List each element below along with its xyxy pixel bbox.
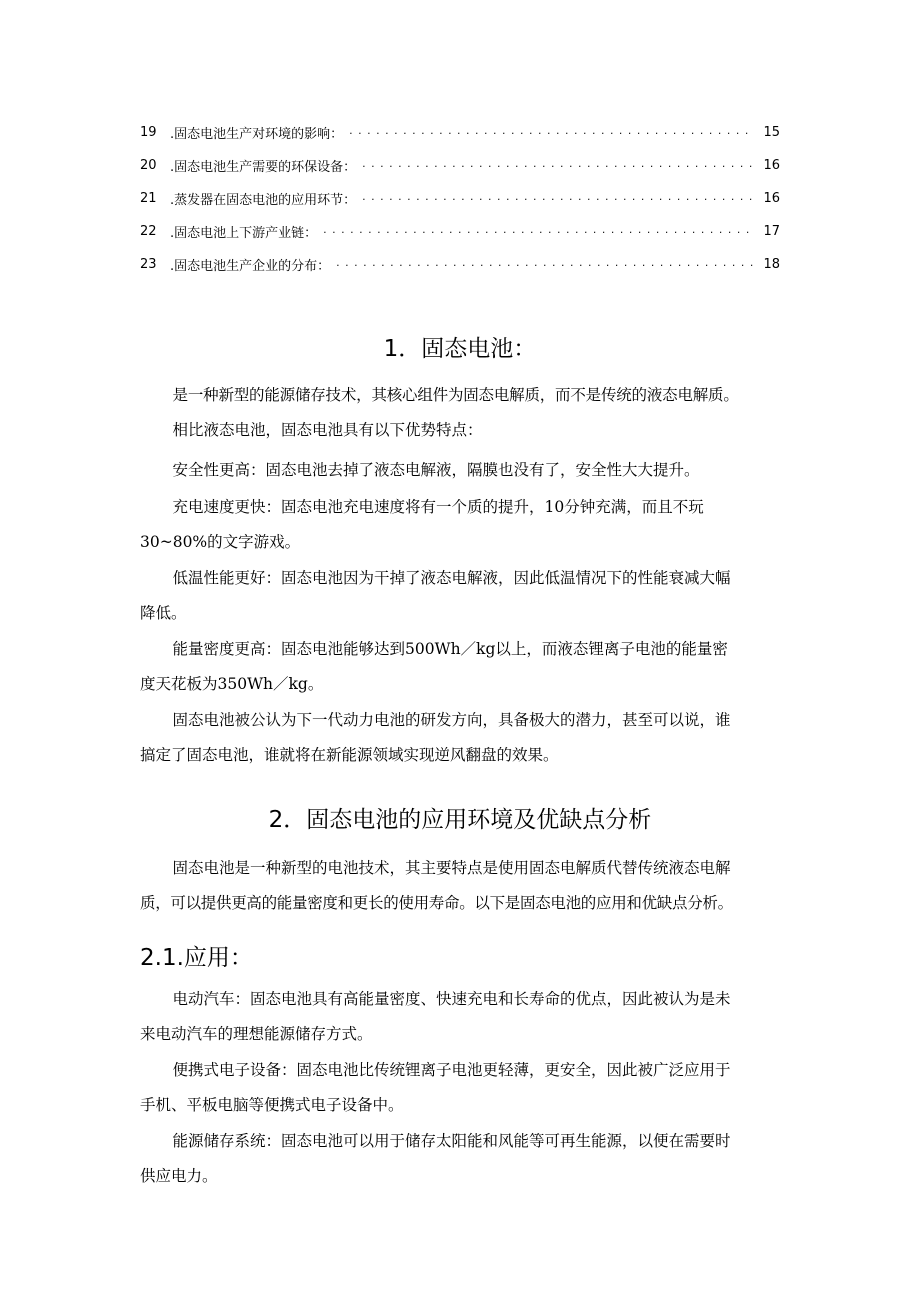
toc-entry-number: 23 [140,257,157,272]
toc-dot-leader [336,256,754,269]
paragraph-line: 固态电池是一种新型的电池技术，其主要特点是使用固态电解质代替传统液态电解 [172,859,731,877]
toc-entry-23[interactable] [140,248,780,281]
toc-dot-leader [362,190,754,203]
portable-electronics-paragraph [140,1053,780,1123]
toc-entry-title: .固态电池生产对环境的影响： [170,127,344,142]
toc-dot-leader [323,223,754,236]
toc-dot-leader [349,124,754,137]
paragraph-line: 度天花板为350Wh／kg。 [140,675,324,693]
outlook-paragraph [140,703,780,773]
paragraph-line: 相比液态电池，固态电池具有以下优势特点： [172,421,483,439]
paragraph-line: 能量密度更高：固态电池能够达到500Wh／kg以上，而液态锂离子电池的能量密 [172,640,728,658]
paragraph-line: 低温性能更好：固态电池因为干掉了液态电解液，因此低温情况下的性能衰减大幅 [172,569,731,587]
energy-density-paragraph [140,632,780,702]
energy-storage-paragraph [140,1124,780,1194]
safety-paragraph [140,453,780,488]
section-1-heading: 1．固态电池： [383,336,537,362]
paragraph-line: 便携式电子设备：固态电池比传统锂离子电池更轻薄，更安全，因此被广泛应用于 [172,1061,731,1079]
toc-entry-number: 22 [140,224,157,239]
toc-entry-page: 16 [763,191,780,206]
toc-entry-title: .蒸发器在固态电池的应用环节： [170,193,357,208]
toc-entry-number: 19 [140,125,157,140]
toc-entry-21[interactable] [140,182,780,215]
toc-entry-number: 21 [140,191,157,206]
paragraph-line: 充电速度更快：固态电池充电速度将有一个质的提升，10分钟充满，而且不玩 [172,498,704,516]
paragraph-line: 降低。 [140,604,187,622]
paragraph-line: 电动汽车：固态电池具有高能量密度、快速充电和长寿命的优点，因此被认为是未 [172,990,731,1008]
paragraph-line: 质，可以提供更高的能量密度和更长的使用寿命。以下是固态电池的应用和优缺点分析。 [140,894,733,912]
table-of-contents [140,116,780,281]
charging-paragraph [140,490,780,560]
toc-entry-page: 16 [763,158,780,173]
paragraph-line: 固态电池被公认为下一代动力电池的研发方向，具备极大的潜力，甚至可以说，谁 [172,711,731,729]
toc-entry-20[interactable] [140,149,780,182]
toc-dot-leader [362,157,754,170]
toc-entry-22[interactable] [140,215,780,248]
toc-entry-title: .固态电池生产企业的分布： [170,259,331,274]
section-1-intro-paragraph [140,378,780,448]
toc-entry-number: 20 [140,158,157,173]
paragraph-line: 搞定了固态电池，谁就将在新能源领域实现逆风翻盘的效果。 [140,746,559,764]
paragraph-line: 能源储存系统：固态电池可以用于储存太阳能和风能等可再生能源，以便在需要时 [172,1132,731,1150]
toc-entry-page: 15 [763,125,780,140]
section-2-intro-paragraph [140,851,780,921]
paragraph-line: 30~80%的文字游戏。 [140,533,301,551]
section-2-1-heading: 2.1.应用： [140,945,253,971]
paragraph-line: 手机、平板电脑等便携式电子设备中。 [140,1096,404,1114]
toc-entry-19[interactable] [140,116,780,149]
section-2-heading: 2．固态电池的应用环境及优缺点分析 [268,807,652,833]
paragraph-line: 来电动汽车的理想能源储存方式。 [140,1025,373,1043]
toc-entry-page: 18 [763,257,780,272]
toc-entry-title: .固态电池上下游产业链： [170,226,318,241]
toc-entry-page: 17 [763,224,780,239]
electric-vehicle-paragraph [140,982,780,1052]
low-temperature-paragraph [140,561,780,631]
toc-entry-title: .固态电池生产需要的环保设备： [170,160,357,175]
paragraph-line: 是一种新型的能源储存技术，其核心组件为固态电解质，而不是传统的液态电解质。 [172,386,739,404]
paragraph-line: 安全性更高：固态电池去掉了液态电解液，隔膜也没有了，安全性大大提升。 [172,461,700,479]
paragraph-line: 供应电力。 [140,1167,218,1185]
